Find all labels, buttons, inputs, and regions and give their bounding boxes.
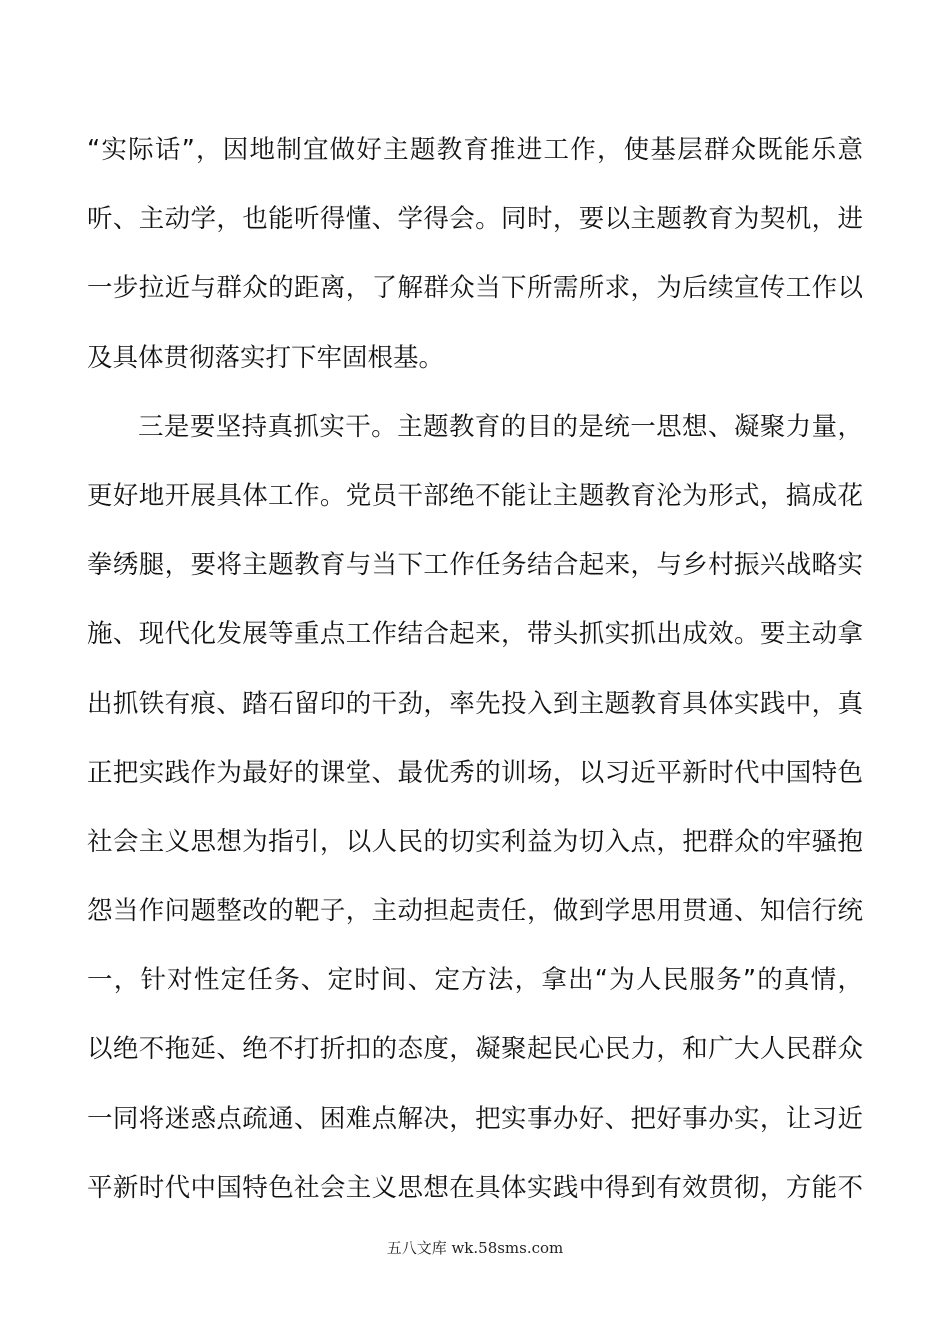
text-line: 三是要坚持真抓实干。主题教育的目的是统一思想、凝聚力量， xyxy=(138,411,863,442)
text-line: 怨当作问题整改的靶子，主动担起责任，做到学思用贯通、知信行统 xyxy=(87,896,863,927)
text-line: 一同将迷惑点疏通、困难点解决，把实事办好、把好事办实，让习近 xyxy=(87,1103,863,1134)
page-footer: 五八文库 wk.58sms.com xyxy=(386,1239,564,1257)
text-line: 平新时代中国特色社会主义思想在具体实践中得到有效贯彻，方能不 xyxy=(87,1172,863,1203)
text-line: 更好地开展具体工作。党员干部绝不能让主题教育沦为形式，搞成花 xyxy=(87,480,863,511)
text-line: 正把实践作为最好的课堂、最优秀的训场，以习近平新时代中国特色 xyxy=(87,757,863,788)
text-line: 听、主动学，也能听得懂、学得会。同时，要以主题教育为契机，进 xyxy=(87,204,863,235)
document-body xyxy=(87,116,863,1223)
text-line: 拳绣腿，要将主题教育与当下工作任务结合起来，与乡村振兴战略实 xyxy=(87,550,863,581)
text-line: “实际话”，因地制宜做好主题教育推进工作，使基层群众既能乐意 xyxy=(87,135,863,165)
text-line: 一，针对性定任务、定时间、定方法，拿出“为人民服务”的真情， xyxy=(87,965,863,996)
text-line: 施、现代化发展等重点工作结合起来，带头抓实抓出成效。要主动拿 xyxy=(87,619,863,650)
text-line: 出抓铁有痕、踏石留印的干劲，率先投入到主题教育具体实践中，真 xyxy=(87,688,863,719)
text-line: 一步拉近与群众的距离，了解群众当下所需所求，为后续宣传工作以 xyxy=(87,273,863,304)
text-line: 以绝不拖延、绝不打折扣的态度，凝聚起民心民力，和广大人民群众 xyxy=(87,1034,863,1065)
text-line: 及具体贯彻落实打下牢固根基。 xyxy=(87,342,445,373)
text-line: 社会主义思想为指引，以人民的切实利益为切入点，把群众的牢骚抱 xyxy=(87,826,863,857)
